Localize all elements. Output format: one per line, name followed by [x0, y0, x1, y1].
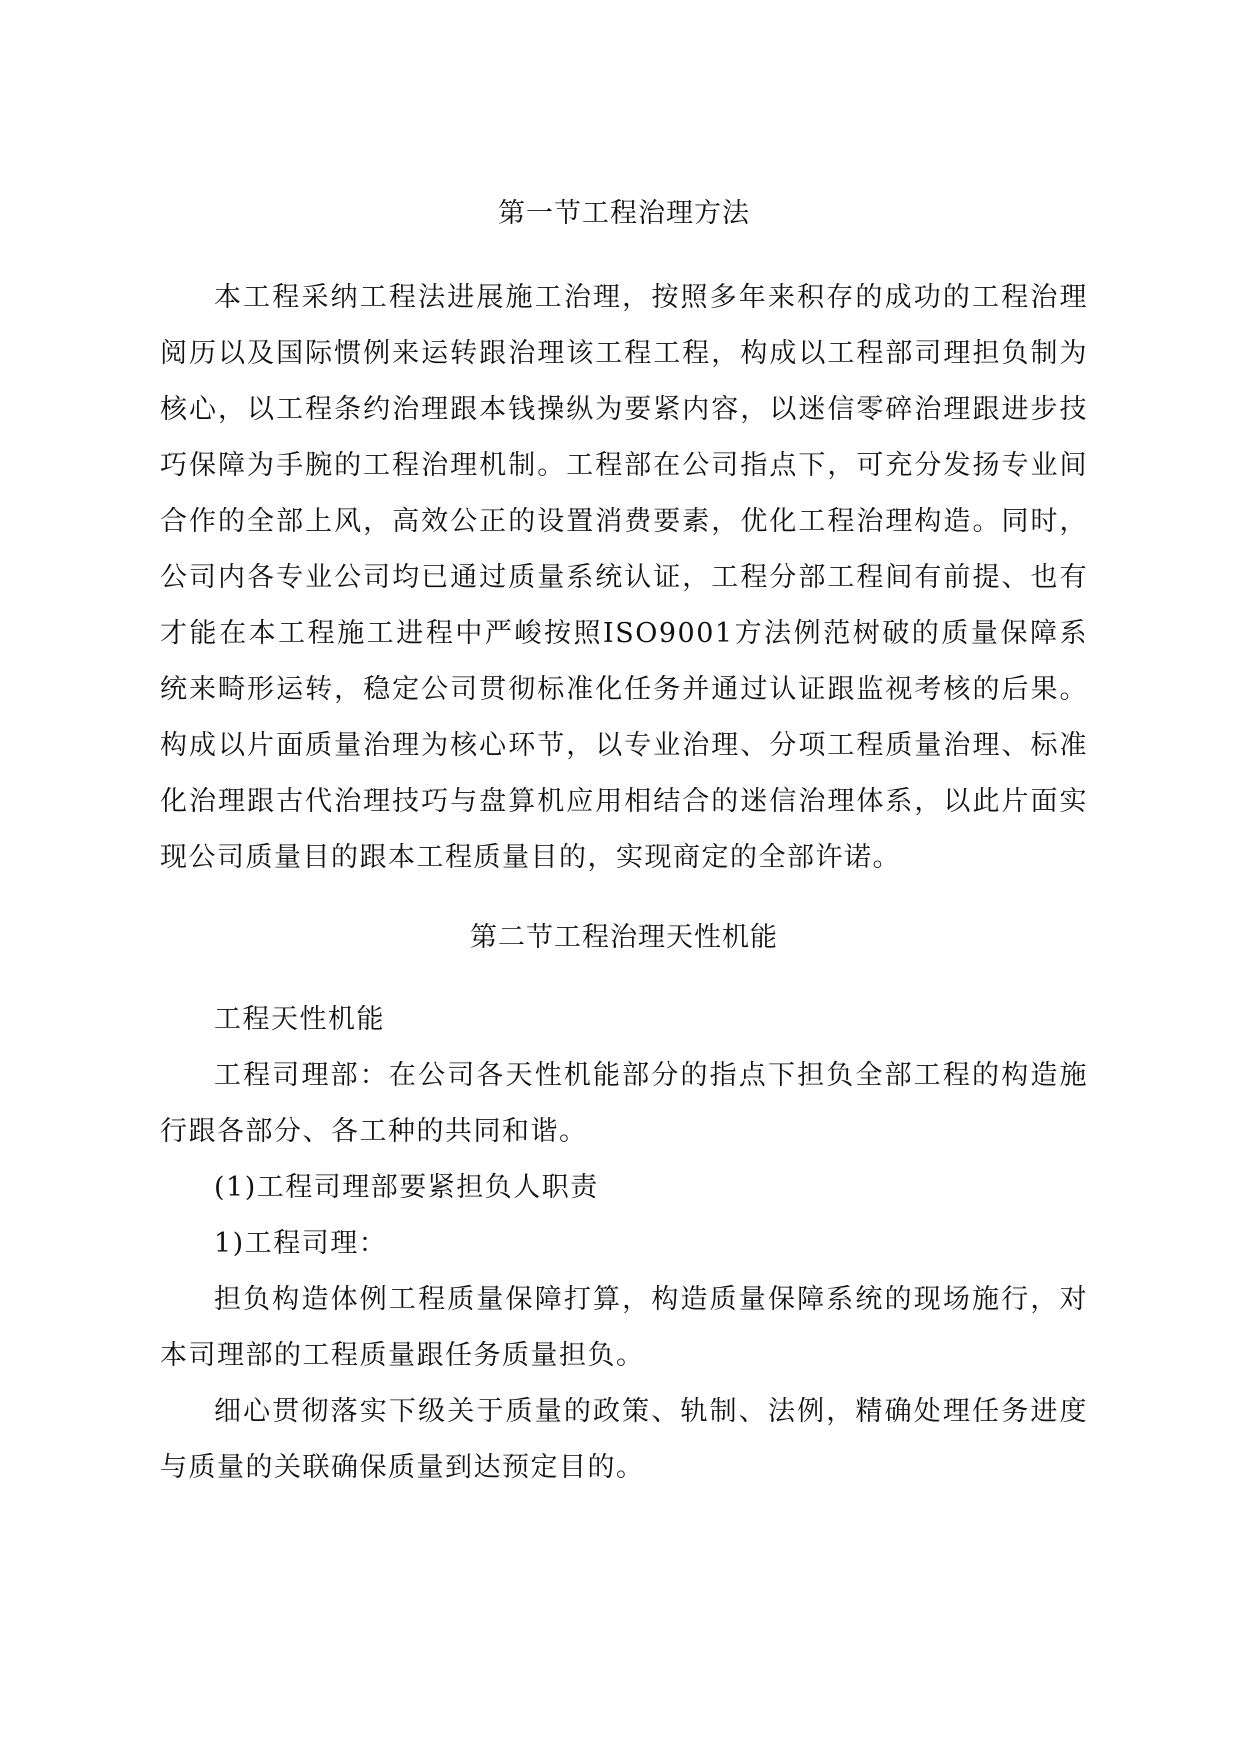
section-2-paragraph-1: 工程天性机能	[214, 1004, 385, 1035]
section-2-paragraph-5: 担负构造体例工程质量保障打算，构造质量保障系统的现场施行，对本司理部的工程质量跟任务质量担负。	[160, 1284, 1088, 1371]
document-page	[160, 196, 1088, 1496]
section-1-title: 第一节工程治理方法	[498, 198, 750, 229]
section-2-paragraph-3: (1)工程司理部要紧担负人职责	[214, 1172, 599, 1203]
section-2-title: 第二节工程治理天性机能	[470, 922, 778, 953]
section-1-paragraph: 本工程采纳工程法进展施工治理，按照多年来积存的成功的工程治理阅历以及国际惯例来运转跟治理该工程工程，构成以工程部司理担负制为核心，以工程条约治理跟本钱操纵为要紧内容，以迷信零碎治理跟进步技巧保障为手腕的工程治理机制。工程部在公司指点下，可充分发扬专业间合作的全部上风，高效公正的设置消费要素，优化工程治理构造。同时，公司内各专业公司均已通过质量系统认证，工程分部工程间有前提、也有才能在本工程施工进程中严峻按照ISO9001方法例范树破的质量保障系统来畸形运转，稳定公司贯彻标准化任务并通过认证跟监视考核的后果。构成以片面质量治理为核心环节，以专业治理、分项工程质量治理、标准化治理跟古代治理技巧与盘算机应用相结合的迷信治理体系，以此片面实现公司质量目的跟本工程质量目的，实现商定的全部许诺。	[160, 282, 1088, 873]
section-2-paragraph-4: 1)工程司理：	[214, 1228, 388, 1259]
section-2-paragraph-2: 工程司理部：在公司各天性机能部分的指点下担负全部工程的构造施行跟各部分、各工种的共同和谐。	[160, 1060, 1088, 1147]
section-2-paragraph-6: 细心贯彻落实下级关于质量的政策、轨制、法例，精确处理任务进度与质量的关联确保质量到达预定目的。	[160, 1396, 1088, 1483]
